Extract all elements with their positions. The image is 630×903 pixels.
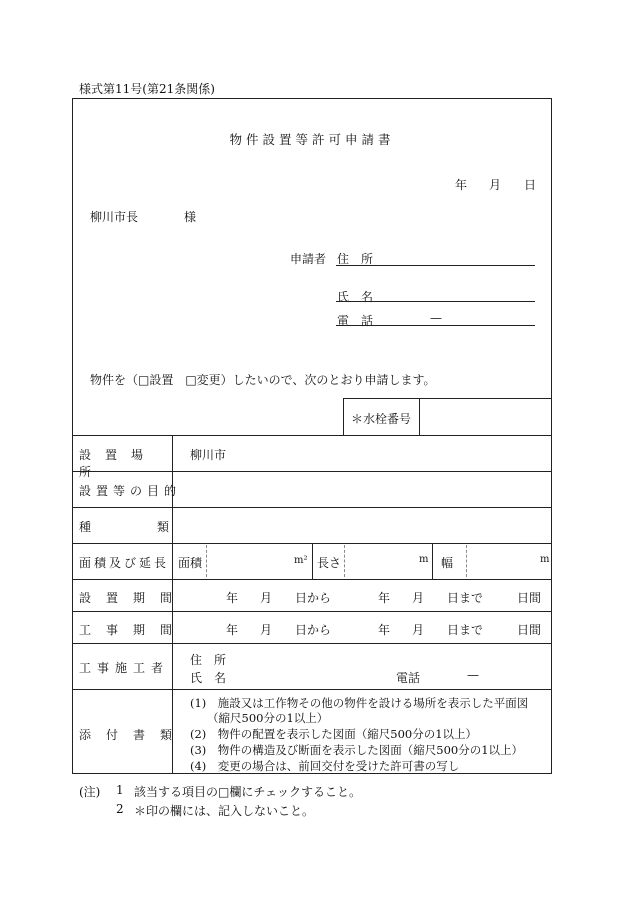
- contractor-name-label: 氏 名: [190, 671, 227, 685]
- addressee-suffix: 様: [184, 210, 197, 224]
- date-day-label: 日: [524, 178, 537, 192]
- length-unit: m: [419, 554, 429, 565]
- area-label: 面積: [178, 556, 203, 570]
- length-separator: [344, 545, 345, 577]
- work-period-label: 工事期間: [79, 623, 188, 637]
- work-start-day: 日から: [295, 623, 332, 637]
- table-rule: [72, 689, 552, 690]
- install-start-month: 月: [260, 591, 273, 605]
- contractor-address-label: 住 所: [190, 653, 227, 667]
- work-start-month: 月: [260, 623, 273, 637]
- hydrant-number-label: ＊水栓番号: [351, 412, 412, 426]
- work-days: 日間: [517, 623, 542, 637]
- location-label-text: 設置場所: [79, 448, 158, 479]
- install-start-year: 年: [226, 591, 239, 605]
- attachment-item: (4) 変更の場合は、前回交付を受けた許可書の写し: [190, 759, 460, 773]
- attachment-item: (2) 物件の配置を表示した図面（縮尺500分の1以上）: [190, 727, 478, 741]
- table-rule: [72, 611, 552, 612]
- table-rule: [72, 643, 552, 644]
- type-label: 種類: [79, 520, 236, 534]
- applicant-name-field[interactable]: [336, 301, 535, 302]
- attachments-label: 添付書類: [79, 728, 188, 742]
- table-rule: [72, 435, 552, 436]
- applicant-address-label: 住 所: [337, 252, 374, 266]
- contractor-phone-label: 電話: [396, 671, 421, 685]
- length-width-divider: [432, 543, 433, 579]
- hydrant-box-left-border: [343, 398, 344, 435]
- applicant-phone-field[interactable]: [336, 325, 535, 326]
- hydrant-box-top-border: [343, 398, 552, 399]
- intro-statement: 物件を（□設置 □変更）したいので、次のとおり申請します。: [90, 373, 436, 387]
- date-month-label: 月: [489, 178, 502, 192]
- install-days: 日間: [517, 591, 542, 605]
- length-label: 長さ: [317, 556, 342, 570]
- location-label: [79, 446, 165, 480]
- contractor-phone-separator: —: [467, 668, 479, 682]
- applicant-label: 申請者: [290, 252, 327, 266]
- location-value[interactable]: 柳川市: [190, 448, 227, 462]
- purpose-label: 設置等の目的: [79, 484, 182, 498]
- note-text: 該当する項目の□欄にチェックすること。: [134, 785, 361, 799]
- install-period-label: 設置期間: [79, 591, 188, 605]
- form-title: 物件設置等許可申請書: [229, 132, 395, 147]
- install-end-year: 年: [378, 591, 391, 605]
- work-end-day: 日まで: [447, 623, 484, 637]
- width-separator: [466, 545, 467, 577]
- width-label: 幅: [441, 556, 454, 570]
- note-text: ＊印の欄には、記入しないこと。: [134, 804, 315, 818]
- applicant-phone-label: 電 話: [337, 314, 374, 328]
- area-separator: [206, 545, 207, 577]
- width-unit: m: [540, 554, 550, 565]
- install-start-day: 日から: [295, 591, 332, 605]
- hydrant-box-divider: [419, 398, 420, 435]
- notes-prefix: (注): [79, 785, 101, 799]
- install-end-day: 日まで: [447, 591, 484, 605]
- form-number: 様式第11号(第21条関係): [79, 82, 215, 96]
- work-start-year: 年: [226, 623, 239, 637]
- contractor-label: 工事施工者: [79, 661, 170, 675]
- date-year-label: 年: [455, 178, 468, 192]
- area-length-label: 面積及び延長: [79, 556, 170, 570]
- area-unit: m²: [294, 555, 308, 566]
- attachment-item: (1) 施設又は工作物その他の物件を設ける場所を表示した平面図: [190, 696, 529, 710]
- note-number: 2: [116, 802, 124, 816]
- work-end-year: 年: [378, 623, 391, 637]
- table-rule: [72, 579, 552, 580]
- install-end-month: 月: [412, 591, 425, 605]
- addressee-name: 柳川市長: [90, 210, 139, 224]
- applicant-phone-separator: —: [430, 311, 442, 325]
- work-end-month: 月: [412, 623, 425, 637]
- attachment-item: (3) 物件の構造及び断面を表示した図面（縮尺500分の1以上）: [190, 743, 524, 757]
- note-number: 1: [116, 783, 124, 797]
- applicant-address-field[interactable]: [336, 265, 535, 266]
- area-length-divider: [312, 543, 313, 579]
- table-rule: [72, 507, 552, 508]
- applicant-name-label: 氏 名: [337, 290, 374, 304]
- attachment-item: （縮尺500分の1以上）: [207, 711, 329, 725]
